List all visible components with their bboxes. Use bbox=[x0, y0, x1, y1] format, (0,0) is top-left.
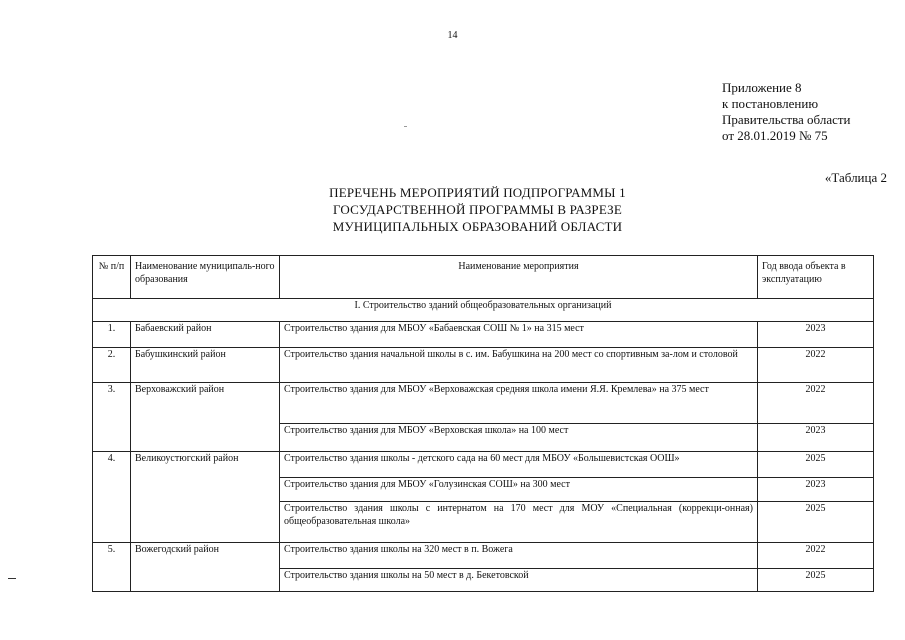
appendix-line: Приложение 8 bbox=[722, 80, 802, 95]
row-event: Строительство здания школы - детского сада на 60 мест для МБОУ «Большевистская ООШ» bbox=[280, 452, 758, 478]
table-header-row bbox=[93, 256, 874, 299]
table-row bbox=[93, 452, 874, 478]
row-event: Строительство здания школы на 320 мест в п. Вожега bbox=[280, 543, 758, 569]
title-line: МУНИЦИПАЛЬНЫХ ОБРАЗОВАНИЙ ОБЛАСТИ bbox=[332, 219, 623, 234]
row-municipality: Бабаевский район bbox=[131, 322, 280, 348]
table-row bbox=[93, 383, 874, 424]
row-year: 2022 bbox=[758, 348, 874, 383]
margin-mark bbox=[8, 578, 16, 579]
header-event: Наименование мероприятия bbox=[280, 256, 758, 299]
row-event: Строительство здания для МБОУ «Верховажская средняя школа имени Я.Я. Кремлева» на 375 мест bbox=[280, 383, 758, 424]
row-event: Строительство здания для МБОУ «Верховская школа» на 100 мест bbox=[280, 424, 758, 452]
table-row bbox=[93, 348, 874, 383]
page-number: 14 bbox=[447, 30, 458, 41]
section-title: I. Строительство зданий общеобразовательных организаций bbox=[93, 299, 874, 322]
row-year: 2025 bbox=[758, 452, 874, 478]
appendix-block bbox=[722, 80, 851, 144]
row-event: Строительство здания для МБОУ «Бабаевская СОШ № 1» на 315 мест bbox=[280, 322, 758, 348]
row-year: 2025 bbox=[758, 502, 874, 543]
table-marker: «Таблица 2 bbox=[824, 170, 887, 185]
appendix-line: к постановлению bbox=[722, 96, 819, 111]
table-row bbox=[93, 543, 874, 569]
scan-artifact bbox=[404, 126, 407, 127]
document-title bbox=[200, 184, 755, 235]
row-year: 2025 bbox=[758, 569, 874, 592]
row-num: 3. bbox=[93, 383, 131, 452]
row-year: 2023 bbox=[758, 478, 874, 502]
title-line: ГОСУДАРСТВЕННОЙ ПРОГРАММЫ В РАЗРЕЗЕ bbox=[333, 202, 622, 217]
row-year: 2022 bbox=[758, 383, 874, 424]
appendix-line: от 28.01.2019 № 75 bbox=[722, 128, 828, 143]
row-event: Строительство здания для МБОУ «Голузинская СОШ» на 300 мест bbox=[280, 478, 758, 502]
row-municipality: Великоустюгский район bbox=[131, 452, 280, 543]
events-table bbox=[92, 255, 874, 592]
row-municipality: Верховажский район bbox=[131, 383, 280, 452]
title-line: ПЕРЕЧЕНЬ МЕРОПРИЯТИЙ ПОДПРОГРАММЫ 1 bbox=[329, 185, 626, 200]
row-year: 2022 bbox=[758, 543, 874, 569]
appendix-line: Правительства области bbox=[722, 112, 851, 127]
row-event: Строительство здания начальной школы в с. им. Бабушкина на 200 мест со спортивным за-лом и столовой bbox=[280, 348, 758, 383]
row-num: 1. bbox=[93, 322, 131, 348]
table-row bbox=[93, 322, 874, 348]
row-year: 2023 bbox=[758, 424, 874, 452]
section-row bbox=[93, 299, 874, 322]
row-num: 2. bbox=[93, 348, 131, 383]
header-municipality: Наименование муниципаль-ного образования bbox=[131, 256, 280, 299]
header-year: Год ввода объекта в эксплуатацию bbox=[758, 256, 874, 299]
header-num: № п/п bbox=[93, 256, 131, 299]
row-event: Строительство здания школы с интернатом на 170 мест для МОУ «Специальная (коррекци-онная) общеобразовательная школа» bbox=[280, 502, 758, 543]
row-num: 5. bbox=[93, 543, 131, 592]
row-num: 4. bbox=[93, 452, 131, 543]
row-event: Строительство здания школы на 50 мест в д. Бекетовской bbox=[280, 569, 758, 592]
row-municipality: Вожегодский район bbox=[131, 543, 280, 592]
row-year: 2023 bbox=[758, 322, 874, 348]
row-municipality: Бабушкинский район bbox=[131, 348, 280, 383]
